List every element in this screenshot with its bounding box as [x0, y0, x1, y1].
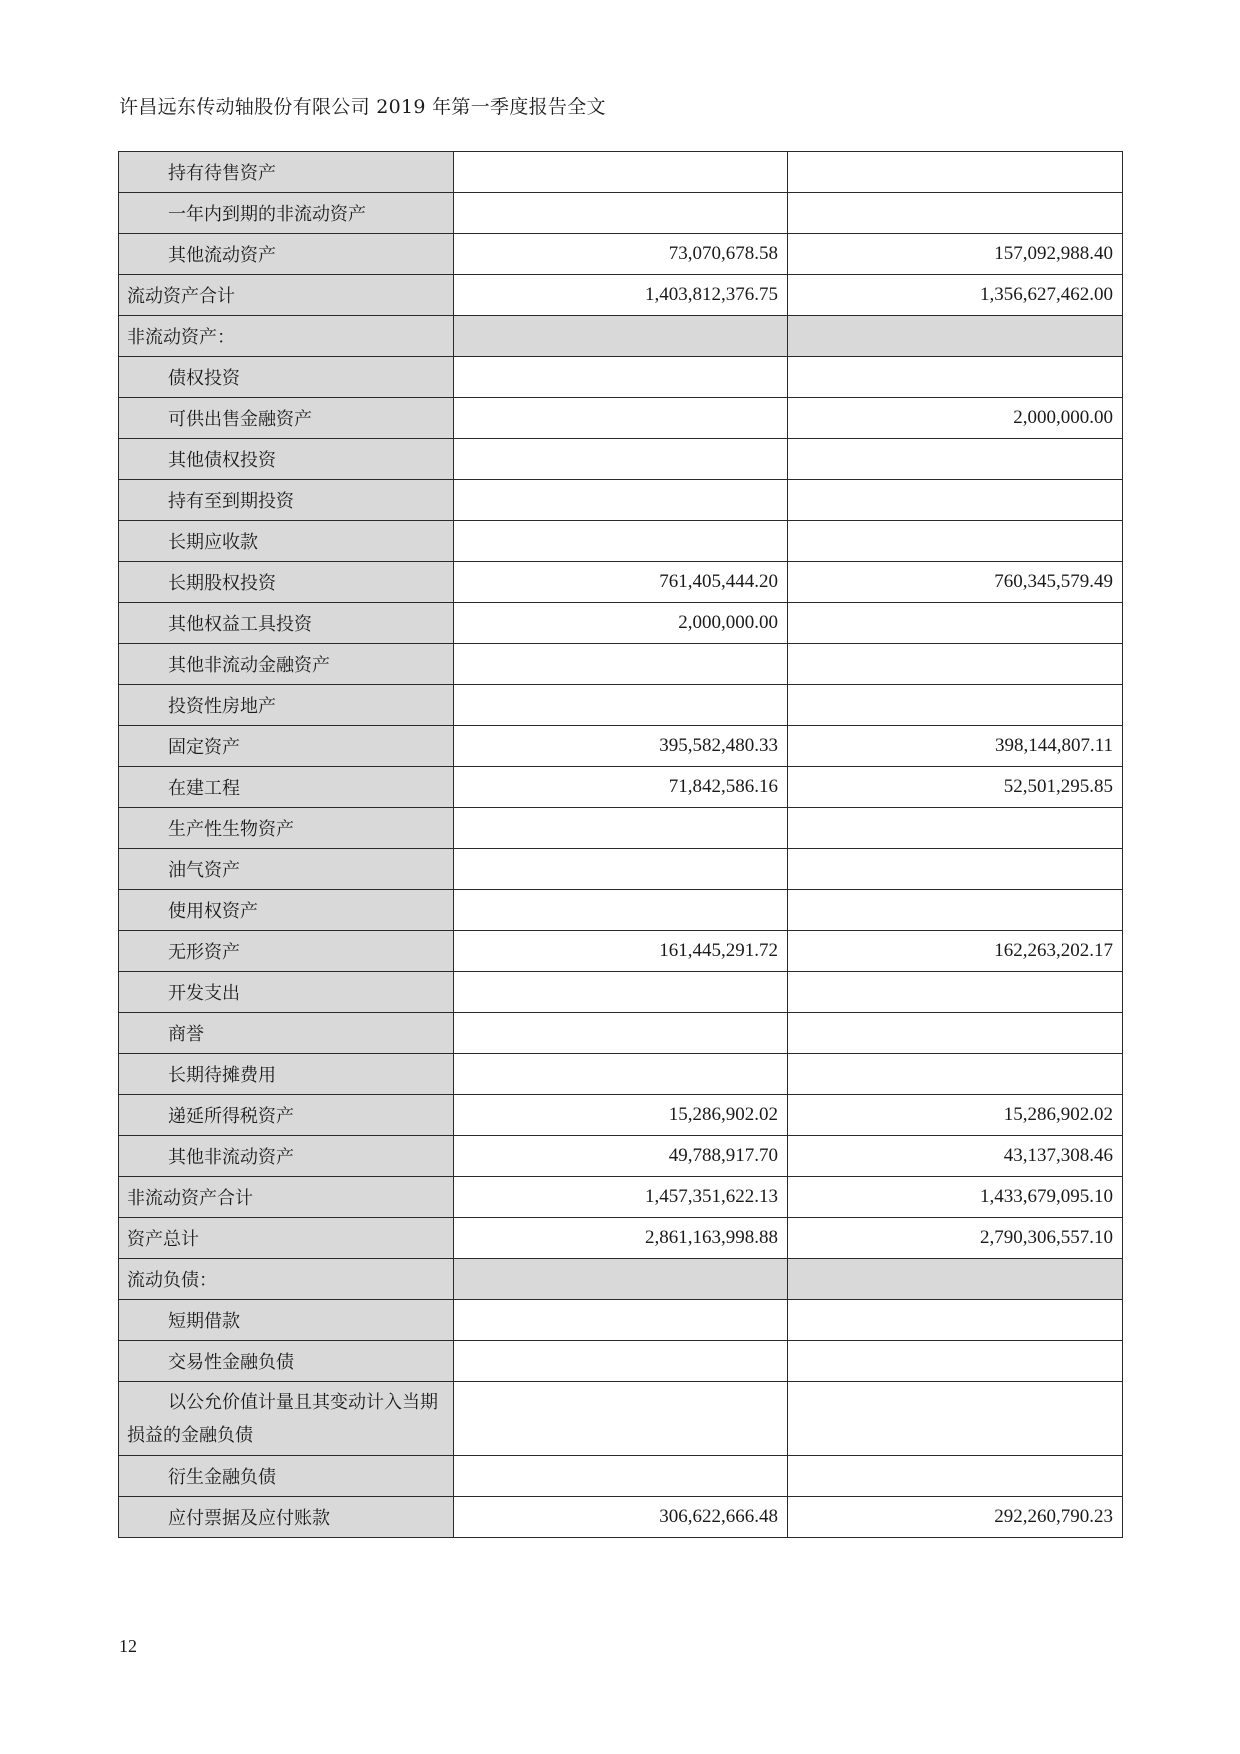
- value-period-end: [454, 849, 788, 890]
- row-label: 其他债权投资: [119, 439, 454, 480]
- table-row: [119, 439, 1123, 480]
- table-row: [119, 1054, 1123, 1095]
- table-row: [119, 562, 1123, 603]
- table-row: [119, 1136, 1123, 1177]
- value-period-start: [788, 1013, 1123, 1054]
- row-label: 其他非流动资产: [119, 1136, 454, 1177]
- table-row: [119, 890, 1123, 931]
- table-row: [119, 1497, 1123, 1538]
- value-period-end: [454, 685, 788, 726]
- value-period-start: 52,501,295.85: [788, 767, 1123, 808]
- row-label: 一年内到期的非流动资产: [119, 193, 454, 234]
- value-period-end: [454, 316, 788, 357]
- table-row: [119, 972, 1123, 1013]
- value-period-end: [454, 152, 788, 193]
- row-label: 交易性金融负债: [119, 1341, 454, 1382]
- value-period-end: [454, 890, 788, 931]
- table-row: [119, 1177, 1123, 1218]
- row-label: 投资性房地产: [119, 685, 454, 726]
- value-period-start: 398,144,807.11: [788, 726, 1123, 767]
- value-period-end: [454, 398, 788, 439]
- table-row: [119, 152, 1123, 193]
- table-row: [119, 1095, 1123, 1136]
- value-period-end: [454, 1054, 788, 1095]
- row-label: 长期应收款: [119, 521, 454, 562]
- table-row: [119, 234, 1123, 275]
- balance-sheet-body: [119, 152, 1123, 1538]
- value-period-start: 157,092,988.40: [788, 234, 1123, 275]
- value-period-end: [454, 972, 788, 1013]
- value-period-start: [788, 152, 1123, 193]
- value-period-start: [788, 849, 1123, 890]
- row-label: 油气资产: [119, 849, 454, 890]
- row-label: 商誉: [119, 1013, 454, 1054]
- value-period-end: 761,405,444.20: [454, 562, 788, 603]
- table-row: [119, 685, 1123, 726]
- row-label: 持有至到期投资: [119, 480, 454, 521]
- table-row: [119, 398, 1123, 439]
- value-period-start: 760,345,579.49: [788, 562, 1123, 603]
- value-period-start: [788, 193, 1123, 234]
- value-period-end: 2,861,163,998.88: [454, 1218, 788, 1259]
- row-label: 流动资产合计: [119, 275, 454, 316]
- table-row: [119, 931, 1123, 972]
- table-row: [119, 1218, 1123, 1259]
- value-period-start: [788, 972, 1123, 1013]
- value-period-start: [788, 685, 1123, 726]
- value-period-end: [454, 439, 788, 480]
- value-period-end: 395,582,480.33: [454, 726, 788, 767]
- value-period-start: 43,137,308.46: [788, 1136, 1123, 1177]
- value-period-start: [788, 521, 1123, 562]
- table-row: [119, 480, 1123, 521]
- row-label: 债权投资: [119, 357, 454, 398]
- value-period-start: [788, 1054, 1123, 1095]
- row-label: 以公允价值计量且其变动计入当期损益的金融负债: [119, 1382, 454, 1456]
- table-row: [119, 1456, 1123, 1497]
- row-label: 其他权益工具投资: [119, 603, 454, 644]
- value-period-end: 1,403,812,376.75: [454, 275, 788, 316]
- row-label: 资产总计: [119, 1218, 454, 1259]
- value-period-end: [454, 808, 788, 849]
- value-period-end: [454, 521, 788, 562]
- table-row: [119, 726, 1123, 767]
- value-period-start: [788, 1341, 1123, 1382]
- value-period-end: 1,457,351,622.13: [454, 1177, 788, 1218]
- row-label: 无形资产: [119, 931, 454, 972]
- value-period-end: [454, 480, 788, 521]
- value-period-end: [454, 1341, 788, 1382]
- value-period-end: [454, 1259, 788, 1300]
- row-label: 持有待售资产: [119, 152, 454, 193]
- value-period-start: [788, 1259, 1123, 1300]
- value-period-start: 1,433,679,095.10: [788, 1177, 1123, 1218]
- table-row: [119, 1382, 1123, 1456]
- row-label: 在建工程: [119, 767, 454, 808]
- value-period-start: [788, 1456, 1123, 1497]
- table-row: [119, 1341, 1123, 1382]
- value-period-start: [788, 603, 1123, 644]
- value-period-start: 15,286,902.02: [788, 1095, 1123, 1136]
- value-period-end: [454, 1456, 788, 1497]
- row-label: 应付票据及应付账款: [119, 1497, 454, 1538]
- table-row: [119, 767, 1123, 808]
- value-period-end: [454, 644, 788, 685]
- table-row: [119, 193, 1123, 234]
- value-period-start: [788, 808, 1123, 849]
- row-label: 非流动资产合计: [119, 1177, 454, 1218]
- row-label: 开发支出: [119, 972, 454, 1013]
- value-period-end: 15,286,902.02: [454, 1095, 788, 1136]
- row-label: 衍生金融负债: [119, 1456, 454, 1497]
- table-row: [119, 808, 1123, 849]
- value-period-end: 161,445,291.72: [454, 931, 788, 972]
- value-period-end: 2,000,000.00: [454, 603, 788, 644]
- row-label: 非流动资产：: [119, 316, 454, 357]
- row-label: 递延所得税资产: [119, 1095, 454, 1136]
- row-label: 使用权资产: [119, 890, 454, 931]
- value-period-start: 292,260,790.23: [788, 1497, 1123, 1538]
- value-period-start: [788, 1300, 1123, 1341]
- value-period-end: 71,842,586.16: [454, 767, 788, 808]
- table-row: [119, 521, 1123, 562]
- row-label: 长期股权投资: [119, 562, 454, 603]
- page-number: 12: [119, 1636, 137, 1656]
- value-period-start: [788, 357, 1123, 398]
- value-period-end: [454, 357, 788, 398]
- value-period-start: [788, 1382, 1123, 1456]
- row-label: 固定资产: [119, 726, 454, 767]
- value-period-start: [788, 644, 1123, 685]
- table-row: [119, 275, 1123, 316]
- row-label: 可供出售金融资产: [119, 398, 454, 439]
- value-period-start: 2,000,000.00: [788, 398, 1123, 439]
- table-row: [119, 849, 1123, 890]
- row-label: 短期借款: [119, 1300, 454, 1341]
- value-period-end: 73,070,678.58: [454, 234, 788, 275]
- value-period-start: 2,790,306,557.10: [788, 1218, 1123, 1259]
- section-row: [119, 316, 1123, 357]
- value-period-start: 162,263,202.17: [788, 931, 1123, 972]
- table-row: [119, 644, 1123, 685]
- value-period-end: [454, 1300, 788, 1341]
- row-label: 其他流动资产: [119, 234, 454, 275]
- value-period-start: [788, 316, 1123, 357]
- value-period-end: 306,622,666.48: [454, 1497, 788, 1538]
- value-period-end: [454, 193, 788, 234]
- table-row: [119, 603, 1123, 644]
- section-row: [119, 1259, 1123, 1300]
- table-row: [119, 1300, 1123, 1341]
- value-period-end: [454, 1382, 788, 1456]
- table-row: [119, 1013, 1123, 1054]
- value-period-end: 49,788,917.70: [454, 1136, 788, 1177]
- value-period-start: [788, 890, 1123, 931]
- row-label: 其他非流动金融资产: [119, 644, 454, 685]
- value-period-start: [788, 439, 1123, 480]
- balance-sheet-table: [118, 151, 1123, 1538]
- row-label: 长期待摊费用: [119, 1054, 454, 1095]
- row-label: 生产性生物资产: [119, 808, 454, 849]
- value-period-start: 1,356,627,462.00: [788, 275, 1123, 316]
- value-period-end: [454, 1013, 788, 1054]
- document-header: 许昌远东传动轴股份有限公司 2019 年第一季度报告全文: [119, 96, 606, 118]
- table-row: [119, 357, 1123, 398]
- row-label: 流动负债：: [119, 1259, 454, 1300]
- value-period-start: [788, 480, 1123, 521]
